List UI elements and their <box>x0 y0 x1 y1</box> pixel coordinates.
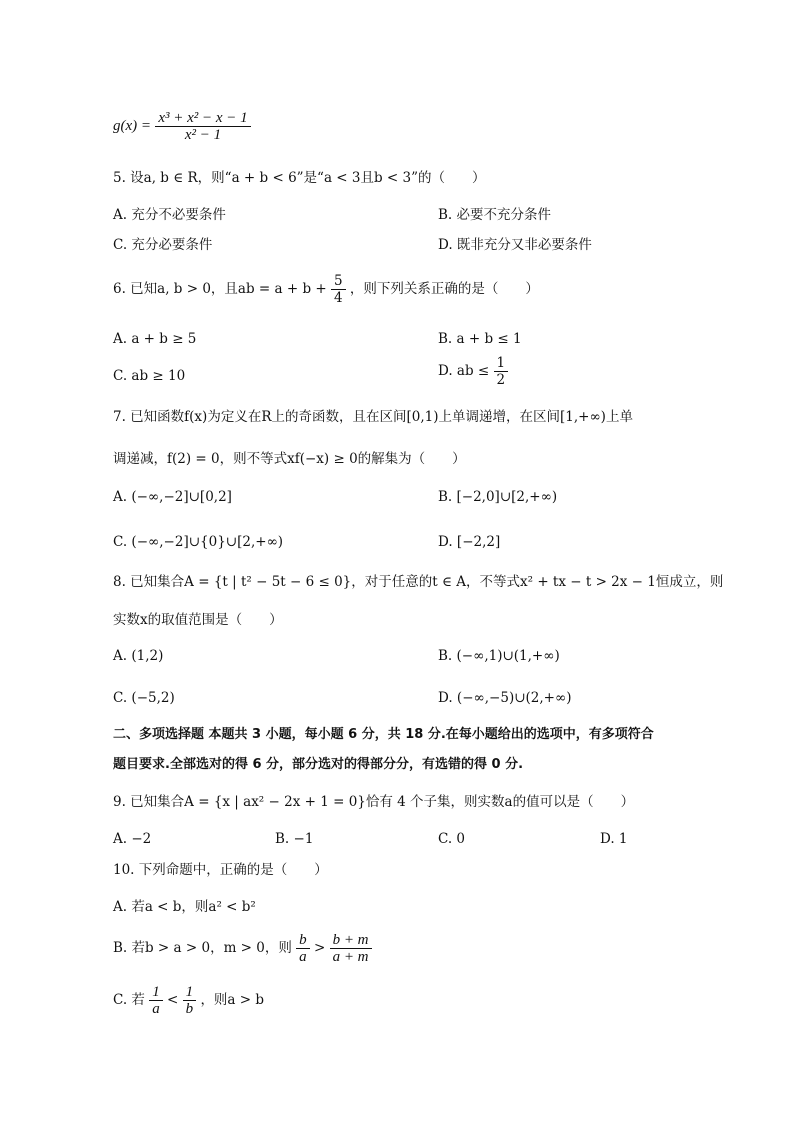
q10-option-b-gt: > <box>313 940 326 956</box>
q10-option-c-left-den: a <box>152 1001 160 1017</box>
q6-option-c: C. ab ≥ 10 <box>113 368 186 384</box>
q10-option-a: A. 若a < b，则a² < b² <box>113 899 256 915</box>
q9-option-a: A. −2 <box>113 831 152 847</box>
q6-option-a: A. a + b ≥ 5 <box>113 331 197 347</box>
q10-stem: 10. 下列命题中，正确的是（ ） <box>113 862 328 878</box>
q7-stem-line1: 7. 已知函数f(x)为定义在R上的奇函数，且在区间[0,1)上单调递增，在区间[1,+∞)上单 <box>113 409 633 425</box>
q10-option-c-suffix: ，则a > b <box>200 992 265 1008</box>
q6-option-d <box>438 355 508 388</box>
q10-option-c <box>113 984 264 1017</box>
q6-option-d-fraction <box>494 355 509 388</box>
function-g-formula <box>113 110 251 143</box>
q7-option-c: C. (−∞,−2]∪{0}∪[2,+∞) <box>113 534 284 550</box>
q9-option-b: B. −1 <box>275 831 314 847</box>
q6-frac-num: 5 <box>331 273 346 290</box>
q10-option-b-prefix: B. 若b > a > 0，m > 0，则 <box>113 940 292 956</box>
q10-option-b-right-den: a + m <box>332 949 369 965</box>
q6-option-d-num: 1 <box>494 355 509 372</box>
q6-frac-den: 4 <box>334 290 343 306</box>
q5-option-b: B. 必要不充分条件 <box>438 207 552 223</box>
q7-option-d: D. [−2,2] <box>438 534 501 550</box>
g-numerator: x³ + x² − x − 1 <box>155 110 250 127</box>
g-denominator: x² − 1 <box>184 127 222 143</box>
q6-stem <box>113 273 539 306</box>
q6-option-b: B. a + b ≤ 1 <box>438 331 522 347</box>
q6-stem-a: 6. 已知a, b > 0，且ab = a + b + <box>113 281 327 297</box>
q10-option-c-right-den: b <box>185 1001 194 1017</box>
q9-option-c: C. 0 <box>438 831 466 847</box>
q7-option-a: A. (−∞,−2]∪[0,2] <box>113 489 232 505</box>
q10-option-b-left-fraction <box>296 932 310 965</box>
q6-option-d-den: 2 <box>496 372 506 388</box>
q8-option-d: D. (−∞,−5)∪(2,+∞) <box>438 690 572 706</box>
q10-option-c-left-fraction <box>149 984 163 1017</box>
q8-option-c: C. (−5,2) <box>113 690 175 706</box>
q6-fraction <box>331 273 346 306</box>
q8-option-b: B. (−∞,1)∪(1,+∞) <box>438 648 560 664</box>
q10-option-b <box>113 932 372 965</box>
g-prefix: g(x) = <box>113 118 152 134</box>
q10-option-b-right-num: b + m <box>330 932 372 949</box>
q7-stem-line2: 调递减，f(2) = 0，则不等式xf(−x) ≥ 0的解集为（ ） <box>113 451 466 467</box>
q6-option-d-prefix: D. ab ≤ <box>438 363 490 379</box>
q5-stem: 5. 设a, b ∈ R，则“a + b < 6”是“a < 3且b < 3”的（ ） <box>113 170 486 186</box>
q9-stem: 9. 已知集合A = {x | ax² − 2x + 1 = 0}恰有 4 个子集，则实数a的值可以是（ ） <box>113 794 635 810</box>
q8-option-a: A. (1,2) <box>113 648 164 664</box>
q8-stem-line2: 实数x的取值范围是（ ） <box>113 612 283 628</box>
q10-option-b-left-den: a <box>299 949 307 965</box>
q10-option-c-prefix: C. 若 <box>113 992 145 1008</box>
section2-heading-line1: 二、多项选择题 本题共 3 小题，每小题 6 分，共 18 分.在每小题给出的选项中，有多项符合 <box>113 727 654 742</box>
q5-option-a: A. 充分不必要条件 <box>113 207 226 223</box>
q6-stem-b: ，则下列关系正确的是（ ） <box>349 281 539 297</box>
q9-option-d: D. 1 <box>600 831 628 847</box>
q10-option-c-left-num: 1 <box>149 984 163 1001</box>
q10-option-c-right-num: 1 <box>183 984 197 1001</box>
q5-option-c: C. 充分必要条件 <box>113 237 213 253</box>
q5-option-d: D. 既非充分又非必要条件 <box>438 237 592 253</box>
q7-option-b: B. [−2,0]∪[2,+∞) <box>438 489 558 505</box>
q10-option-b-left-num: b <box>296 932 310 949</box>
q8-stem-line1: 8. 已知集合A = {t | t² − 5t − 6 ≤ 0}，对于任意的t ∈ A，不等式x² + tx − t > 2x − 1恒成立，则 <box>113 574 724 590</box>
q10-option-b-right-fraction <box>330 932 372 965</box>
q10-option-c-right-fraction <box>183 984 197 1017</box>
q10-option-c-lt: < <box>167 992 179 1008</box>
section2-heading-line2: 题目要求.全部选对的得 6 分，部分选对的得部分分，有选错的得 0 分. <box>113 757 524 772</box>
g-fraction <box>155 110 250 143</box>
